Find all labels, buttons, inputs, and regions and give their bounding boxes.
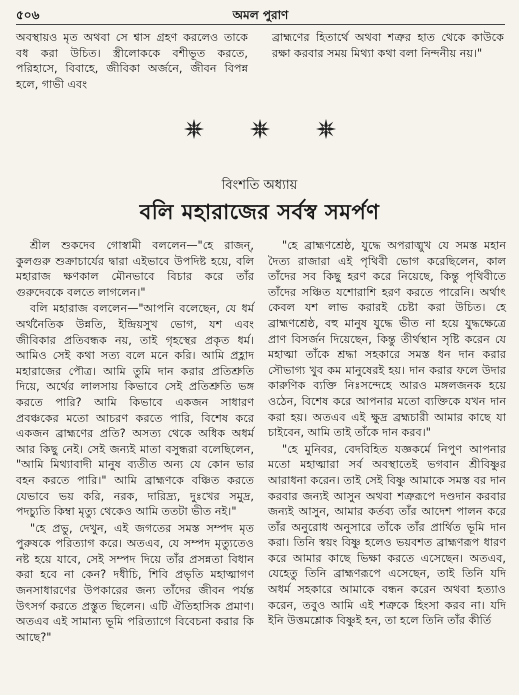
page-number: ৫০৬ — [16, 8, 40, 22]
right-column — [268, 238, 506, 629]
chapter-number: বিংশতি অধ্যায় — [221, 178, 298, 193]
running-title: অমল পুরাণ — [232, 8, 289, 22]
paragraph: বলি মহারাজ বললেন—"আপনি বলেছেন, যে ধর্ম অর্থনৈতিক উন্নতি, ইন্দ্রিয়সুখ ভোগ, যশ এবং জীবিকার প্রতিবন্ধক নয়, তাই গৃহস্থের প্রকৃত ধর্ম। আমিও সেই কথা সত্য বলে মনে করি। আমি প্রহ্লাদ মহারাজের পৌত্র। আমি তুমি দান করার প্রতিশ্রুতি দিয়ে, অর্থের লালসায় কিভাবে সেই প্রতিশ্রুতি ভঙ্গ করতে পারি? আমি কিভাবে একজন সাধারণ প্রবঞ্চকের মতো আচরণ করতে পারি, বিশেষ করে একজন ব্রাহ্মণের প্রতি? অসত্য থেকে অধিক অধর্ম আর কিছু নেই। সেই জন্যই মাতা বসুন্ধরা বলেছিলেন, "আমি মিথ্যাবাদী মানুষ ব্যতীত অন্য যে কোন ভার বহন করতে পারি।" আমি ব্রাহ্মণকে বঞ্চিত করতে যেভাবে ভয় করি, নরক, দারিদ্র্য, দুঃখের সমুদ্র, পদচ্যুতি কিম্বা মৃত্যু থেকেও আমি ততটা ভীত নই।" — [16, 302, 254, 519]
paragraph: "হে মুনিবর, বেদবিহিত যজ্ঞকর্মে নিপুণ আপনার মতো মহাত্মারা সর্ব অবস্থাতেই ভগবান শ্রীবিষ্ণুর আরাধনা করেন। তাই সেই বিষ্ণু আমাকে সমস্ত বর দান করবার জন্যই আসুন অথবা শত্রুরূপে দণ্ডদান করবার জন্যই আসুন, আমার কর্তব্য তাঁর আদেশ পালন করে তাঁর অনুরোধ অনুসারে তাঁকে তাঁর প্রার্থিত ভূমি দান করা। তিনি স্বয়ং বিষ্ণু হলেও ভয়বশত ব্রাহ্মণরূপ ধারণ করে আমার কাছে ভিক্ষা করতে এসেছেন। অতএব, যেহেতু তিনি ব্রাহ্মণরূপে এসেছেন, তাই তিনি যদি অধর্ম সহকারে আমাকে বন্ধন করেন অথবা হত্যাও করেন, তবুও আমি এই শত্রুকে হিংসা করব না। যদি ইনি উত্তমশ্লোক বিষ্ণুই হন, তা হলে তিনি তাঁর কীর্তি — [268, 442, 506, 628]
top-right-paragraph — [272, 30, 504, 61]
page-header — [16, 6, 505, 25]
top-left-paragraph — [16, 30, 248, 92]
paragraph: শ্রীল শুকদেব গোস্বামী বললেন—"হে রাজন্, কুলগুরু শুক্রাচার্যের দ্বারা এইভাবে উপদিষ্ট হয়ে, বলি মহারাজ ক্ষণকাল মৌনভাবে বিচার করে তাঁর গুরুদেবকে বলতে লাগলেন।" — [16, 239, 254, 299]
chapter-title: বলি মহারাজের সর্বস্ব সমর্পণ — [139, 200, 380, 224]
paragraph: অবস্থায়ও মৃত অথবা সে শ্বাস গ্রহণ করলেও তাকে বধ করা উচিত। স্ত্রীলোককে বশীভূত করতে, পরিহাসে, বিবাহে, জীবিকা অর্জনে, জীবন বিপন্ন হলে, গাভী এবং — [16, 31, 248, 91]
ornament-star-icon — [249, 118, 271, 140]
paragraph: ব্রাহ্মণের হিতার্থে অথবা শত্রুর হাত থেকে কাউকে রক্ষা করবার সময় মিথ্যা কথা বলা নিন্দনীয় নয়।" — [272, 31, 504, 60]
ornament-star-icon — [183, 118, 205, 140]
paragraph: "হে ব্রাহ্মণশ্রেষ্ঠ, যুদ্ধে অপরাঙ্মুখ যে সমস্ত মহান দৈত্য রাজারা এই পৃথিবী ভোগ করেছিলেন, কাল তাঁদের সব কিছু হরণ করে নিয়েছে, কিন্তু পৃথিবীতে তাঁদের সঞ্চিত যশোরাশি হরণ করতে পারেনি। অর্থাৎ কেবল যশ লাভ করারই চেষ্টা করা উচিত। হে ব্রাহ্মণশ্রেষ্ঠ, বহু মানুষ যুদ্ধে ভীত না হয়ে যুদ্ধক্ষেত্রে প্রাণ বিসর্জন দিয়েছেন, কিন্তু তীর্থস্থান সৃষ্টি করেন যে মহাত্মা তাঁকে শ্রদ্ধা সহকারে সমস্ত ধন দান করার সৌভাগ্য খুব কম মানুষেরই হয়। দান করার ফলে উদার কারুণিক ব্যক্তি নিঃসন্দেহে আরও মঙ্গলজনক হয়ে ওঠেন, বিশেষ করে আপনার মতো ব্যক্তিকে যখন দান করা হয়। অতএব এই ক্ষুদ্র ব্রহ্মচারী আমার কাছে যা চাইবেন, আমি তাই তাঁকে দান করব।" — [268, 239, 506, 440]
left-column — [16, 238, 254, 645]
paragraph: "হে প্রভু, দেখুন, এই জগতের সমস্ত সম্পদ মৃত পুরুষকে পরিত্যাগ করে। অতএব, যে সম্পদ মৃত্যুতেও নষ্ট হয়ে যাবে, সেই সম্পদ দিয়ে তাঁর প্রসন্নতা বিধান করা হবে না কেন? দধীচি, শিবি প্রভৃতি মহাত্মাগণ জনসাধারণের উপকারের জন্য তাঁদের জীবন পর্যন্ত উৎসর্গ করতে প্রস্তুত ছিলেন। এটি ঐতিহাসিক প্রমাণ। অতএব এই সামান্য ভূমি পরিত্যাগে বিবেচনা করার কি আছে?" — [16, 521, 254, 644]
ornament-star-icon — [315, 118, 337, 140]
section-divider — [0, 118, 519, 140]
